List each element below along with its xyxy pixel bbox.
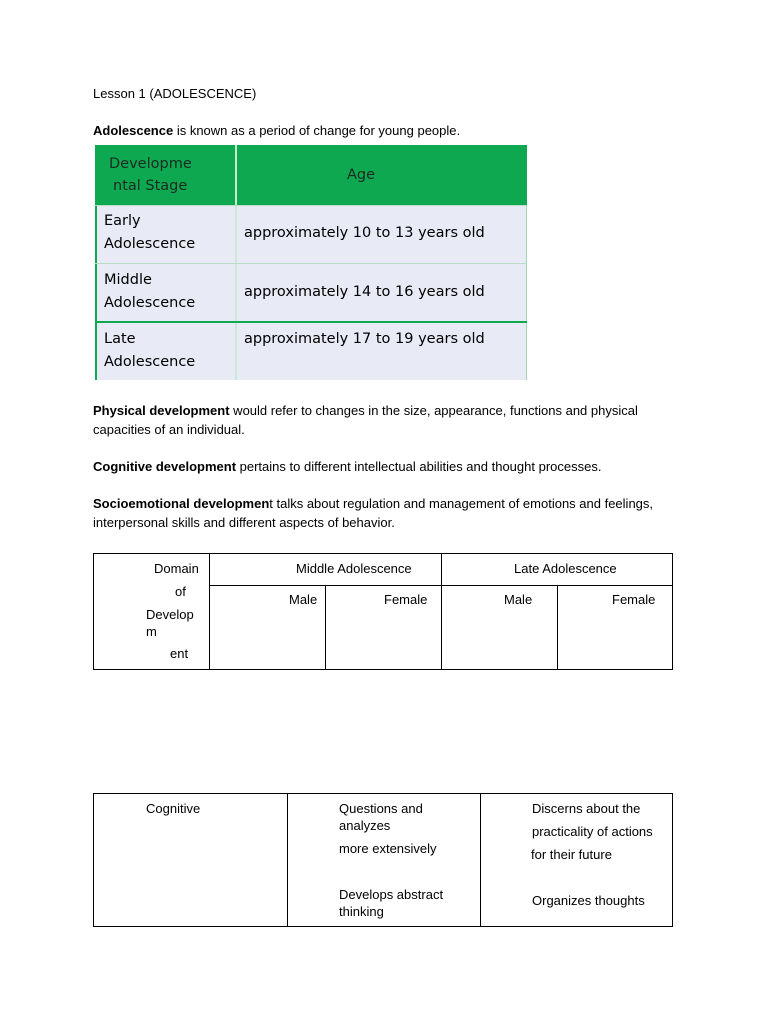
socioemotional-term: Socioemotional developmen — [93, 496, 270, 511]
male-header-late: Male — [504, 592, 533, 607]
middle-adolescence-header: Middle Adolescence — [296, 561, 412, 576]
header-stage-cell — [95, 145, 237, 205]
middle-cognitive-line2: analyzes — [339, 818, 391, 833]
developmental-stage-table — [95, 145, 527, 380]
lesson-title: Lesson 1 (ADOLESCENCE) — [93, 86, 257, 101]
female-header-late: Female — [612, 592, 656, 607]
age-text: approximately 10 to 13 years old — [244, 225, 485, 241]
cognitive-development-paragraph — [93, 457, 601, 476]
cognitive-table — [93, 793, 673, 927]
physical-text-line2: capacities of an individual. — [93, 422, 245, 437]
cognitive-term: Cognitive development — [93, 459, 237, 474]
stage-row-middle — [95, 263, 527, 321]
cognitive-text: pertains to different intellectual abilities and thought processes. — [236, 459, 602, 474]
domain-label-line3: Develop — [146, 607, 194, 622]
domain-label-line4: m — [146, 624, 157, 639]
domain-label-line1: Domain — [154, 561, 199, 576]
late-cognitive-line3: for their future — [531, 847, 612, 862]
stage-row-early — [95, 205, 527, 263]
age-cell — [237, 264, 527, 321]
physical-term: Physical development — [93, 403, 230, 418]
stage-line2: Adolescence — [104, 295, 196, 311]
domain-label-line2: of — [175, 584, 186, 599]
age-text: approximately 17 to 19 years old — [244, 331, 485, 347]
age-cell — [237, 206, 527, 263]
middle-cognitive-line3: more extensively — [339, 841, 437, 856]
physical-text: would refer to changes in the size, appearance, functions and physical — [229, 403, 638, 418]
middle-cognitive-line1: Questions and — [339, 801, 423, 816]
middle-cognitive-line4: Develops abstract — [339, 887, 444, 902]
stage-table-header — [95, 145, 527, 205]
divider — [480, 794, 481, 926]
cognitive-domain-label: Cognitive — [146, 801, 201, 816]
age-cell — [237, 323, 527, 380]
intro-term: Adolescence — [93, 123, 174, 138]
male-header-middle: Male — [289, 592, 318, 607]
domain-label-line5: ent — [170, 646, 189, 661]
divider — [209, 585, 672, 586]
stage-cell — [95, 264, 237, 321]
late-cognitive-line1: Discerns about the — [532, 801, 641, 816]
stage-line2: Adolescence — [104, 236, 196, 252]
socioemotional-development-paragraph — [93, 494, 653, 532]
header-age-cell — [237, 145, 527, 205]
stage-line1: Middle — [104, 272, 152, 288]
socioemotional-text-line2: interpersonal skills and different aspects of behavior. — [93, 515, 395, 530]
divider — [557, 585, 558, 669]
middle-cognitive-line5: thinking — [339, 904, 384, 919]
stage-row-late — [95, 321, 527, 380]
intro-paragraph — [93, 121, 460, 140]
intro-text: is known as a period of change for young people. — [173, 123, 461, 138]
late-adolescence-header: Late Adolescence — [514, 561, 617, 576]
divider — [209, 554, 210, 669]
physical-development-paragraph — [93, 401, 638, 439]
stage-cell — [95, 323, 237, 380]
socioemotional-text: t talks about regulation and management of emotions and feelings, — [269, 496, 654, 511]
stage-line1: Early — [104, 213, 141, 229]
header-stage-line2: ntal Stage — [113, 178, 188, 194]
stage-line1: Late — [104, 331, 136, 347]
stage-line2: Adolescence — [104, 354, 196, 370]
late-cognitive-line4: Organizes thoughts — [532, 893, 645, 908]
divider — [325, 585, 326, 669]
stage-cell — [95, 206, 237, 263]
divider — [441, 554, 442, 669]
female-header-middle: Female — [384, 592, 428, 607]
age-text: approximately 14 to 16 years old — [244, 284, 485, 300]
domain-table — [93, 553, 673, 670]
late-cognitive-line2: practicality of actions — [532, 824, 653, 839]
header-stage-line1: Developme — [109, 156, 192, 172]
header-age: Age — [347, 167, 376, 183]
divider — [287, 794, 288, 926]
